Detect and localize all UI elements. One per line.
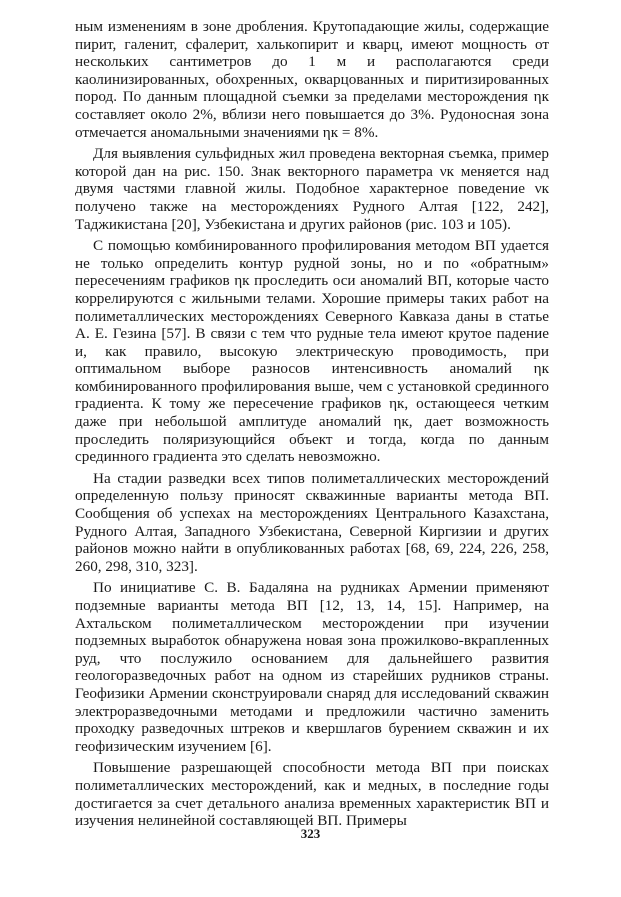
paragraph-6: Повышение разрешающей способности метода ВП при поисках полиметаллических месторождений, как и медных, в последние годы достигается за счет детального анализа временных характеристик ВП и изучения нелинейной составляющей ВП. Примеры bbox=[75, 759, 549, 830]
page-body bbox=[75, 18, 549, 830]
paragraph-1: ным изменениям в зоне дробления. Крутопадающие жилы, содержащие пирит, галенит, сфалерит, халькопирит и кварц, имеют мощность от нескольких сантиметров до 1 м и располагаются среди каолинизированных, обохренных, окварцованных и пиритизированных пород. По данным площадной съемки за пределами месторождения ηк составляет около 2%, вблизи него повышается до 3%. Рудоносная зона отмечается аномальными значениями ηк = 8%. bbox=[75, 18, 549, 141]
page-number: 323 bbox=[300, 826, 321, 841]
paragraph-4: На стадии разведки всех типов полиметаллических месторождений определенную пользу приносят скважинные варианты метода ВП. Сообщения об успехах на месторождениях Центрального Казахстана, Рудного Алтая, Западного Узбекистана, Северной Киргизии и других районов можно найти в опубликованных работах [68, 69, 224, 226, 258, 260, 298, 310, 323]. bbox=[75, 469, 549, 575]
paragraph-2: Для выявления сульфидных жил проведена векторная съемка, пример которой дан на рис. 150. Знак векторного параметра νк меняется над двумя частями главной жилы. Подобное характерное поведение νк получено также на месторождениях Рудного Алтая [122, 242], Таджикистана [20], Узбекистана и других районов (рис. 103 и 105). bbox=[75, 145, 549, 233]
paragraph-3: С помощью комбинированного профилирования методом ВП удается не только определить контур рудной зоны, но и по «обратным» пересечениям графиков ηк проследить оси аномалий ВП, которые часто коррелируются с жильными телами. Хорошие примеры таких работ на полиметаллических месторождениях Северного Кавказа даны в статье А. Е. Гезина [57]. В связи с тем что рудные тела имеют крутое падение и, как правило, высокую электрическую проводимость, при оптимальном выборе разносов интенсивность аномалий ηк комбинированного профилирования выше, чем с установкой срединного градиента. К тому же пересечение графиков ηк, остающееся четким даже при небольшой амплитуде аномалий ηк, дает возможность проследить поляризующийся объект и тогда, когда по данным срединного градиента это сделать невозможно. bbox=[75, 237, 549, 466]
paragraph-5: По инициативе С. В. Бадаляна на рудниках Армении применяют подземные варианты метода ВП [12, 13, 14, 15]. Например, на Ахтальском полиметаллическом месторождении при изучении подземных выработок обнаружена новая зона прожилково-вкрапленных руд, что послужило основанием для дальнейшего развития геологоразведочных работ на одном из старейших рудников страны. Геофизики Армении сконструировали снаряд для исследований скважин электроразведочными методами и предложили частично заменить проходку разведочных штреков и квершлагов бурением скважин и их геофизическим изучением [6]. bbox=[75, 579, 549, 755]
